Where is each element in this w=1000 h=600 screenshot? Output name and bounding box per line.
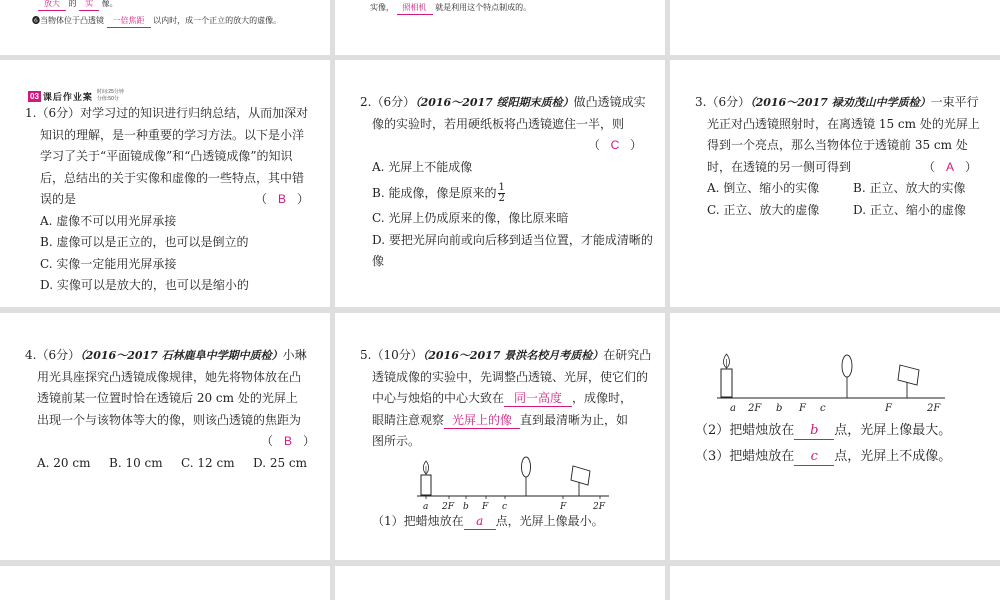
q4-source: （2016～2017 石林鹿阜中学期中质检） [80, 349, 283, 362]
q5-sub3-blank: c [794, 449, 834, 466]
bottom-panel-left [0, 566, 330, 600]
top-mid-line: 实像， 照相机 就是利用这个特点制成的。 [370, 2, 531, 15]
top-panel-right [670, 0, 1000, 55]
light-screen-2 [898, 365, 919, 398]
panel-q5 [335, 313, 665, 560]
homework-badge [28, 89, 124, 103]
label-f-left-2: F [799, 403, 806, 414]
label-f-right-2: F [885, 403, 892, 414]
question-4: 4.（6分）（2016～2017 石林鹿阜中学期中质检）小琳 用光具座探究凸透镜成像规律，她先将物体放在凸 透镜前某一位置时恰在透镜后 20 cm 处的光屏上 出现一个与该物体等大的像，则该凸透镜的焦距为 （ B ） A. 20 cm B. 10 cm C. 12 cm D. 25 cm [25, 345, 325, 474]
q5-sub1-blank: a [464, 513, 496, 530]
label-2f-right: 2F [593, 502, 605, 512]
top-panel-mid [335, 0, 665, 55]
homework-title: 课后作业案 [42, 91, 93, 102]
q3-option-a: A. 倒立、缩小的实像 [707, 181, 820, 195]
q2-option-c: C. 光屏上仍成原来的像，像比原来暗 [372, 211, 569, 225]
q1-option-d: D. 实像可以是放大的，也可以是缩小的 [40, 278, 249, 292]
q5-blank-image-on-screen: 光屏上的像 [444, 412, 520, 429]
q5-source: （2016～2017 景洪名校月考质检） [422, 349, 604, 362]
homework-time: 时间:25分钟 分值:50分 [96, 89, 124, 102]
q3-option-c: C. 正立、放大的虚像 [707, 202, 820, 217]
panel-q3 [670, 60, 1000, 307]
q2-option-a: A. 光屏上不能成像 [372, 159, 473, 174]
fill-yibeijiaoju: 一倍焦距 [107, 15, 151, 28]
q5-sub1: （1）把蜡烛放在 a 点，光屏上像最小。 [372, 514, 604, 528]
homework-number: 03 [30, 91, 39, 101]
fill-zhaoxiangji: 照相机 [397, 2, 433, 15]
panel-q4 [0, 313, 330, 560]
label-2f-left-2: 2F [748, 403, 762, 414]
label-b-2: b [776, 403, 783, 414]
convex-lens-2 [842, 355, 852, 398]
q4-answer: B [283, 434, 292, 448]
question-5: 5.（10分）（2016～2017 景洪名校月考质检）在研究凸 透镜成像的实验中，先调整凸透镜、光屏，使它们的 中心与烛焰的中心大致在 同一高度 ，成像时， 眼睛注意观察 光屏上的像 直到最清晰为止，如 图所示。 [360, 348, 652, 448]
label-c-2: c [820, 403, 826, 414]
q1-option-b: B. 虚像可以是正立的，也可以是倒立的 [40, 235, 249, 249]
question-3: 3.（6分）（2016～2017 禄劝茂山中学质检）一束平行 光正对凸透镜照射时，在离透镜 15 cm 处的光屏上 得到一个亮点，那么当物体位于透镜前 35 cm 处 时，在透镜的另一侧可得到 （ A ） A. 倒立、缩小的实像 B. 正立、放大的实像 C. 正立、放大的虚像 D. 正立、缩小的虚像 [695, 92, 995, 221]
optical-bench-diagram [415, 453, 615, 515]
q5-sub3: （3）把蜡烛放在 c 点，光屏上不成像。 [695, 449, 952, 464]
q5-blank-same-height: 同一高度 [504, 390, 572, 407]
fill-shi: 实 [79, 0, 99, 11]
question-2: 2.（6分）（2016～2017 绥阳期末质检）做凸透镜成实 像的实验时，若用硬纸板将凸透镜遮住一半，则 （ C ） A. 光屏上不能成像 B. 能成像，像是原来的 $\frac{1}{2}$ C. 光屏上仍成原来的像，像比原来暗 D. 要把光屏向前或向后移到适当位置，才能成清晰的像 [360, 92, 660, 273]
label-c: c [502, 502, 508, 512]
q2-answer: C [610, 138, 620, 152]
label-b: b [463, 502, 469, 512]
q2-option-d: D. 要把光屏向前或向后移到适当位置，才能成清晰的像 [372, 232, 653, 268]
label-f-left: F [482, 502, 489, 512]
light-screen [571, 466, 590, 496]
top-panel-left [0, 0, 330, 55]
q2-option-b: B. 能成像，像是原来的 $\frac{1}{2}$ [372, 182, 505, 204]
q1-option-c: C. 实像一定能用光屏承接 [40, 256, 177, 271]
bottom-panel-mid [335, 566, 665, 600]
top-left-line2: ❻当物体位于凸透镜 一倍焦距 以内时，成一个正立的放大的虚像。 [32, 15, 281, 28]
q3-option-d: D. 正立、缩小的虚像 [853, 202, 966, 217]
panel-q5-continued [670, 313, 1000, 560]
fraction-one-half: $\frac{1}{2}$ [498, 182, 505, 204]
candle-2 [721, 354, 732, 397]
q5-sub2: （2）把蜡烛放在 b 点，光屏上像最大。 [695, 423, 952, 438]
bottom-panel-right [670, 566, 1000, 600]
q4-option-c: C. 12 cm [181, 455, 235, 470]
panel-q1 [0, 60, 330, 307]
q3-source: （2016～2017 禄劝茂山中学质检） [750, 96, 931, 109]
fill-fangda: 放大 [38, 0, 66, 11]
question-1: 1.（6分）对学习过的知识进行归纳总结，从而加深对 知识的理解，是一种重要的学习方法。以下是小洋 学习了关于“平面镜成像”和“凸透镜成像”的知识 后，总结出的关于实像和虚像的一些特点，其中错 误的是 （ B ） A. 虚像不可以用光屏承接 B. 虚像可以是正立的，也可以是倒立的 C. 实像一定能用光屏承接 D. 实像可以是放大的，也可以是缩小的 [25, 103, 325, 297]
q4-option-b: B. 10 cm [109, 455, 163, 470]
q3-answer: A [946, 159, 955, 174]
q5-sub2-blank: b [794, 423, 834, 440]
q3-option-b: B. 正立、放大的实像 [853, 181, 966, 195]
q4-option-d: D. 25 cm [253, 455, 308, 470]
top-left-line1: 放大 的 实 像。 [38, 0, 118, 11]
q4-option-a: A. 20 cm [37, 455, 91, 470]
q2-source: （2016～2017 绥阳期末质检） [415, 96, 574, 109]
label-a: a [423, 502, 429, 512]
label-f-right: F [560, 502, 567, 512]
panel-q2 [335, 60, 665, 307]
optical-bench-diagram-2 [715, 353, 955, 415]
label-2f-left: 2F [442, 502, 454, 512]
label-a-2: a [730, 403, 736, 414]
candle [421, 461, 431, 495]
q1-answer: B [278, 192, 287, 206]
convex-lens [522, 457, 531, 496]
q1-option-a: A. 虚像不可以用光屏承接 [40, 213, 177, 228]
label-2f-right-2: 2F [927, 403, 941, 414]
